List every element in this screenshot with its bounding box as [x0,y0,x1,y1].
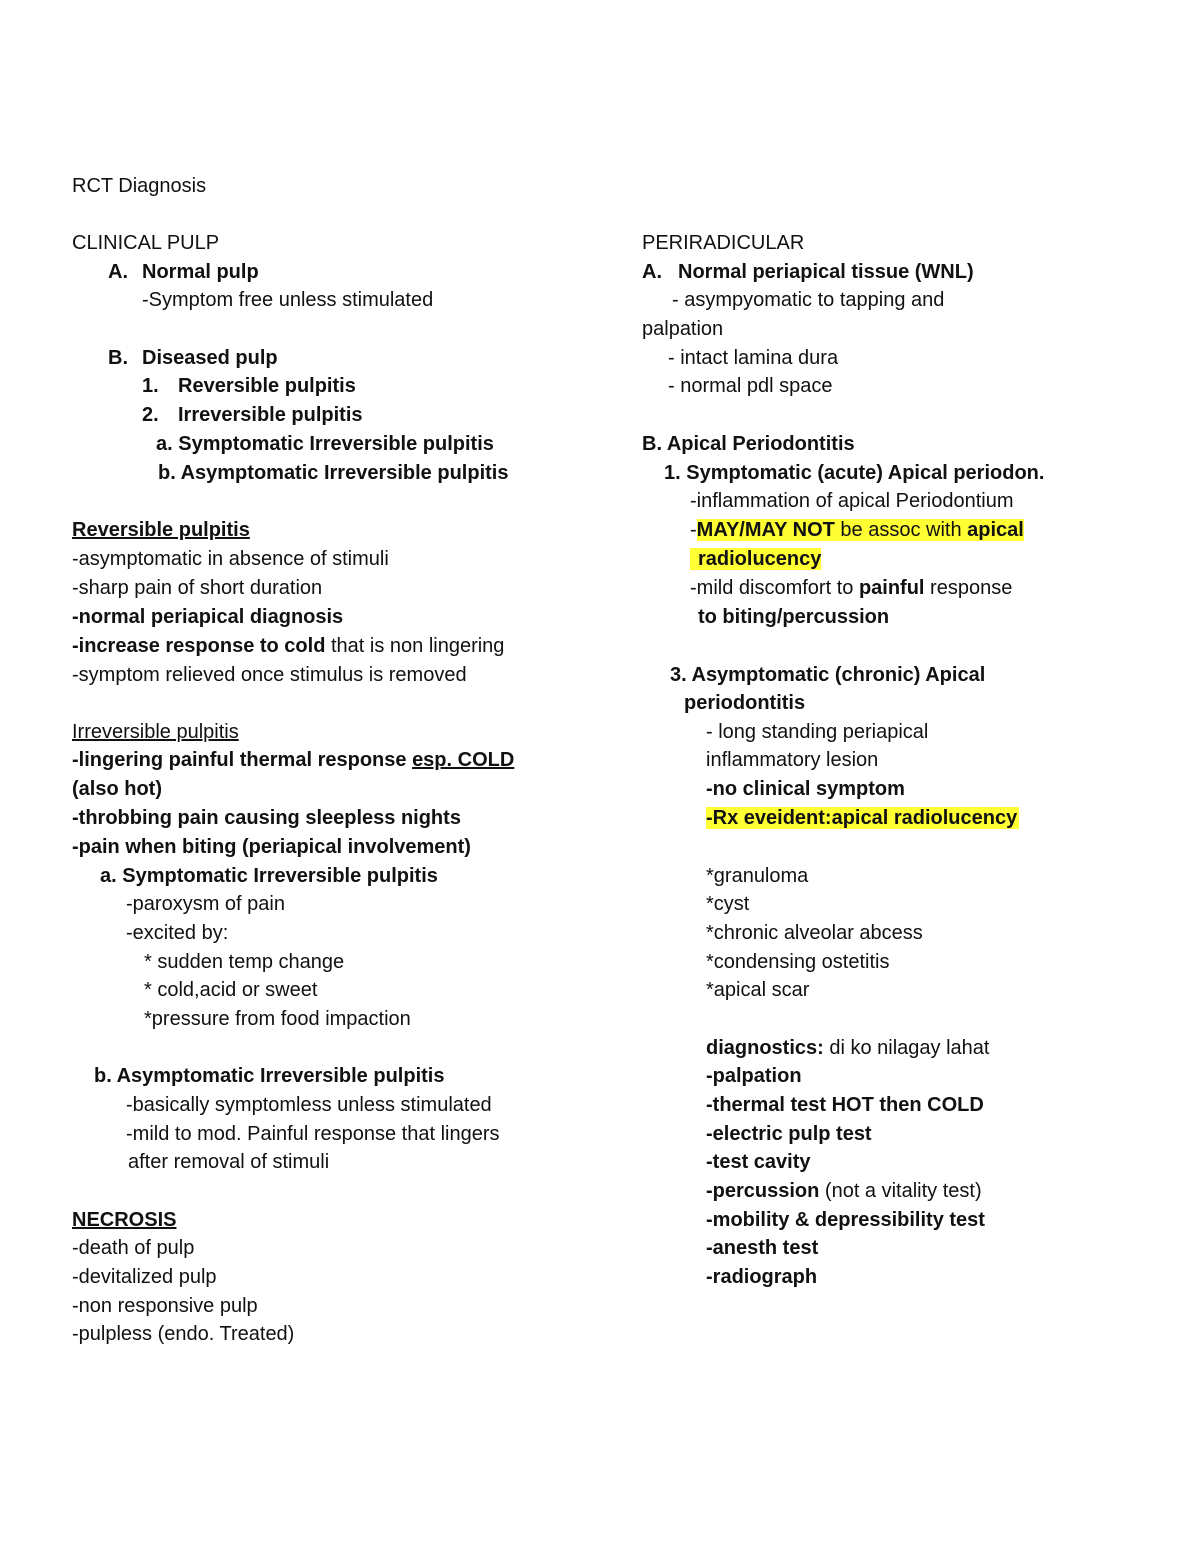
diagnostics-line-5 [706,1179,982,1203]
diagnostics-heading [706,1036,989,1060]
irreversible-line-1 [72,748,514,772]
lesion-list-2: *cyst [706,893,750,915]
reversible-line-1: -asymptomatic in absence of stimuli [72,548,389,570]
diagnostics-line-2: -thermal test HOT then COLD [706,1094,984,1116]
diagnostics-line-4: -test cavity [706,1151,811,1173]
radiolucency-text: radiolucency [690,548,821,570]
reversible-line-5: -symptom relieved once stimulus is removed [72,664,467,686]
irreversible-line-1-text: -lingering painful thermal response [72,749,413,771]
symptomatic-line-5: *pressure from food impaction [144,1008,411,1030]
response-text: response [924,577,1013,599]
necrosis-line-3: -non responsive pulp [72,1295,258,1317]
symptomatic-line-2: -excited by: [126,922,229,944]
asymptomatic-apical-line-1: - long standing periapical [706,721,929,743]
asymptomatic-apical-heading-2: periodontitis [684,692,806,714]
symptomatic-apical-line-2-dash: - [690,519,697,541]
periapical-line-2: - intact lamina dura [668,347,839,369]
irreversible-line-2: (also hot) [72,778,162,800]
apical-text: apical [967,519,1024,541]
symptomatic-heading: a. Symptomatic Irreversible pulpitis [100,865,438,887]
lesion-list-1: *granuloma [706,865,809,887]
symptomatic-apical-line-2b [690,547,821,571]
periapical-line-3: - normal pdl space [668,375,833,397]
mild-discomfort-text: -mild discomfort to [690,577,859,599]
necrosis-line-4: -pulpless (endo. Treated) [72,1323,295,1345]
asymptomatic-apical-line-2: -no clinical symptom [706,778,905,800]
item-b2-marker: 2. [142,404,159,426]
rx-evident-text: -Rx eveident:apical radiolucency [706,807,1018,829]
asymptomatic-apical-heading: 3. Asymptomatic (chronic) Apical [670,664,986,686]
asymptomatic-line-2: -mild to mod. Painful response that lingers [126,1123,500,1145]
diagnostics-line-1: -palpation [706,1065,802,1087]
reversible-line-4-bold: -increase response to cold [72,635,326,657]
periapical-line-1b: palpation [642,318,724,340]
symptomatic-irreversible-item: a. Symptomatic Irreversible pulpitis [156,433,494,455]
symptomatic-apical-heading: 1. Symptomatic (acute) Apical periodon. [664,462,1045,484]
item-b-marker: B. [108,347,128,369]
diagnostics-label: diagnostics: [706,1037,824,1059]
normal-pulp-label: Normal pulp [142,261,259,283]
symptomatic-line-3: * sudden temp change [144,951,345,973]
symptomatic-apical-line-4: to biting/percussion [698,606,890,628]
asymptomatic-line-3: after removal of stimuli [128,1151,330,1173]
reversible-line-4 [72,634,504,658]
highlight-block [697,519,1024,541]
item-b1-marker: 1. [142,375,159,397]
reversible-pulpitis-heading: Reversible pulpitis [72,519,250,541]
diagnostics-line-3: -electric pulp test [706,1123,872,1145]
document-title: RCT Diagnosis [72,175,207,197]
may-may-not-text: MAY/MAY NOT [696,519,835,541]
percussion-note: (not a vitality test) [819,1180,982,1202]
painful-text: painful [858,577,925,599]
irreversible-line-3: -throbbing pain causing sleepless nights [72,807,461,829]
percussion-text: -percussion [706,1180,820,1202]
periapical-line-1: - asympyomatic to tapping and [672,289,945,311]
asymptomatic-heading: b. Asymptomatic Irreversible pulpitis [94,1065,445,1087]
diagnostics-line-8: -radiograph [706,1266,818,1288]
asymptomatic-line-1: -basically symptomless unless stimulated [126,1094,492,1116]
diseased-pulp-label: Diseased pulp [142,347,278,369]
diagnostics-line-7: -anesth test [706,1237,819,1259]
diagnostics-line-6: -mobility & depressibility test [706,1209,985,1231]
reversible-pulpitis-item: Reversible pulpitis [178,375,356,397]
irreversible-pulpitis-item: Irreversible pulpitis [178,404,363,426]
asymptomatic-irreversible-item: b. Asymptomatic Irreversible pulpitis [158,462,509,484]
irreversible-line-4: -pain when biting (periapical involvement) [72,836,471,858]
necrosis-heading: NECROSIS [72,1209,177,1231]
necrosis-line-1: -death of pulp [72,1237,195,1259]
symptomatic-apical-line-2 [690,518,1024,542]
assoc-text: be assoc with [834,519,968,541]
periradicular-a-marker: A. [642,261,662,283]
symptomatic-line-4: * cold,acid or sweet [144,979,318,1001]
clinical-pulp-heading: CLINICAL PULP [72,232,220,254]
apical-periodontitis-heading: B. Apical Periodontitis [642,433,855,455]
normal-pulp-desc: -Symptom free unless stimulated [142,289,434,311]
lesion-list-5: *apical scar [706,979,810,1001]
symptomatic-line-1: -paroxysm of pain [126,893,285,915]
reversible-line-4-rest: that is non lingering [325,635,505,657]
item-a-marker: A. [108,261,128,283]
irreversible-pulpitis-heading: Irreversible pulpitis [72,721,239,743]
symptomatic-apical-line-1: -inflammation of apical Periodontium [690,490,1014,512]
normal-periapical-label: Normal periapical tissue (WNL) [678,261,974,283]
diagnostics-note: di ko nilagay lahat [823,1037,990,1059]
symptomatic-apical-line-3 [690,576,1012,600]
irreversible-line-1-cold: esp. COLD [412,749,515,771]
lesion-list-3: *chronic alveolar abcess [706,922,923,944]
asymptomatic-apical-line-3 [706,806,1019,830]
asymptomatic-apical-line-1b: inflammatory lesion [706,749,879,771]
reversible-line-2: -sharp pain of short duration [72,577,323,599]
periradicular-heading: PERIRADICULAR [642,232,805,254]
lesion-list-4: *condensing ostetitis [706,951,890,973]
necrosis-line-2: -devitalized pulp [72,1266,217,1288]
reversible-line-3: -normal periapical diagnosis [72,606,344,628]
